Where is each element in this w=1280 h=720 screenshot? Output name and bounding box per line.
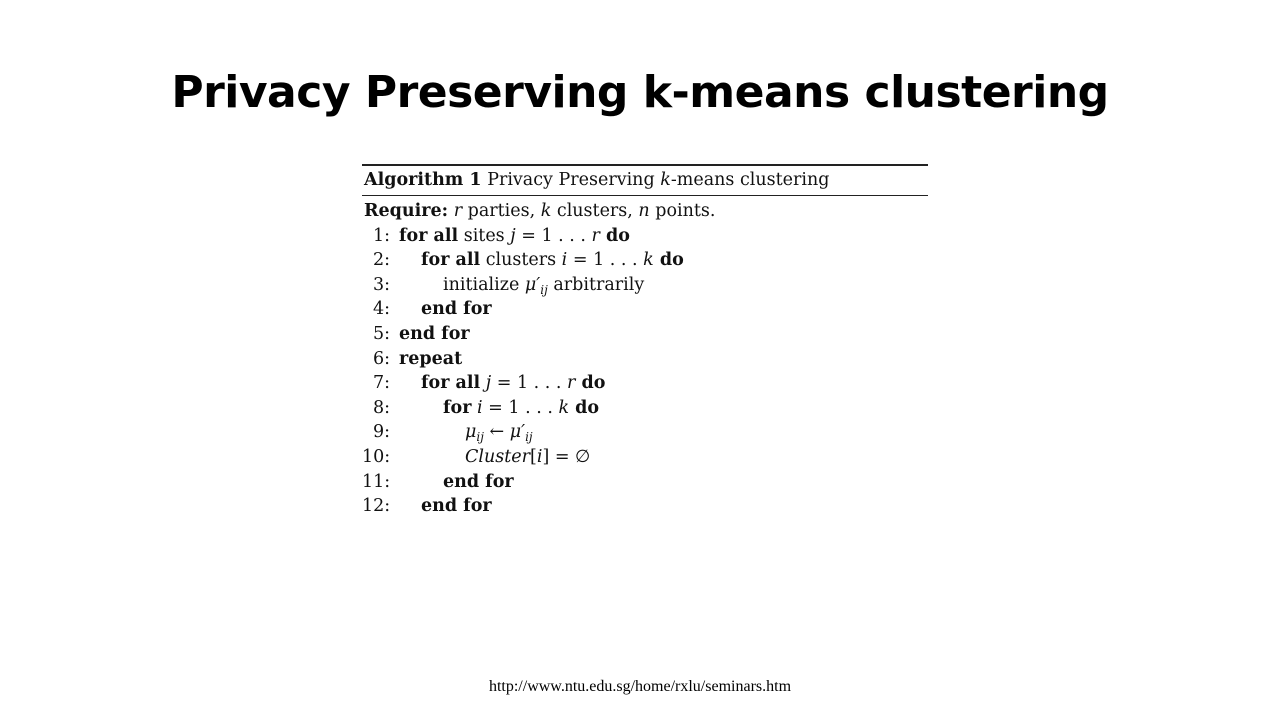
for-keyword: for all — [421, 250, 481, 271]
line-number: 12: — [362, 496, 391, 517]
algorithm-label: Algorithm 1 — [364, 170, 482, 190]
line-number: 10: — [362, 446, 391, 467]
math-cluster: Cluster — [465, 446, 530, 467]
end-for-keyword: end for — [421, 299, 492, 320]
code-text: = 1 . . . — [515, 225, 592, 246]
code-text: ] = ∅ — [542, 446, 591, 467]
do-keyword: do — [599, 225, 630, 246]
math-subscript: ij — [525, 430, 533, 445]
algorithm-line-11 — [362, 470, 928, 495]
line-number: 8: — [372, 397, 390, 418]
line-number: 4: — [372, 299, 390, 320]
for-keyword: for all — [421, 373, 481, 394]
caption-k: k — [660, 170, 671, 190]
algorithm-line-2 — [362, 248, 928, 273]
code-text: initialize — [443, 274, 525, 295]
repeat-keyword: repeat — [399, 348, 463, 369]
require-parties: parties, — [462, 201, 541, 221]
math-var: i — [477, 397, 483, 418]
line-number: 2: — [372, 250, 390, 271]
for-keyword: for all — [399, 225, 459, 246]
math-var: j — [485, 373, 492, 394]
algorithm-line-4 — [362, 297, 928, 322]
algorithm-body — [362, 196, 928, 519]
require-keyword: Require: — [364, 201, 449, 221]
line-number: 9: — [372, 422, 390, 443]
math-var: i — [561, 250, 568, 271]
require-line — [362, 199, 928, 224]
math-var: r — [591, 225, 600, 246]
algorithm-caption — [362, 166, 928, 195]
code-text: = 1 . . . — [482, 397, 559, 418]
require-n: n — [638, 201, 650, 221]
line-number: 11: — [362, 471, 391, 492]
algorithm-line-3 — [362, 273, 928, 298]
line-number: 3: — [372, 274, 390, 295]
slide-title: Privacy Preserving k-means clustering — [171, 67, 1109, 118]
end-for-keyword: end for — [399, 323, 470, 344]
do-keyword: do — [575, 373, 606, 394]
algorithm-line-7 — [362, 371, 928, 396]
code-text: sites — [458, 225, 511, 246]
assign-arrow: ← — [483, 422, 510, 443]
do-keyword: do — [569, 397, 600, 418]
algorithm-line-12 — [362, 494, 928, 519]
math-subscript: ij — [476, 430, 484, 445]
algorithm-box — [362, 164, 928, 519]
caption-text-after: -means clustering — [670, 170, 830, 190]
code-text: [ — [530, 446, 537, 467]
algorithm-line-6 — [362, 347, 928, 372]
math-mu-prime: μ′ — [524, 274, 541, 295]
line-number: 6: — [372, 348, 390, 369]
line-number: 1: — [372, 225, 390, 246]
math-var: i — [536, 446, 543, 467]
for-keyword: for — [443, 397, 472, 418]
require-points: points. — [649, 201, 716, 221]
line-number: 7: — [372, 373, 390, 394]
algorithm-line-1 — [362, 224, 928, 249]
algorithm-line-10 — [362, 445, 928, 470]
math-var: j — [510, 225, 516, 246]
line-number: 5: — [372, 323, 390, 344]
end-for-keyword: end for — [421, 496, 492, 517]
algorithm-line-9 — [362, 420, 928, 445]
do-keyword: do — [653, 250, 684, 271]
math-var: r — [567, 373, 576, 394]
code-text: arbitrarily — [547, 274, 645, 295]
math-var: k — [643, 250, 654, 271]
require-clusters: clusters, — [551, 201, 639, 221]
algorithm-line-8 — [362, 396, 928, 421]
algorithm-line-5 — [362, 322, 928, 347]
math-mu: μ — [465, 422, 477, 443]
math-var: k — [558, 397, 570, 418]
caption-text-before: Privacy Preserving — [487, 170, 661, 190]
code-text: clusters — [480, 250, 562, 271]
require-r: r — [453, 201, 463, 221]
code-text: = 1 . . . — [567, 250, 644, 271]
end-for-keyword: end for — [443, 471, 514, 492]
math-subscript: ij — [540, 282, 548, 297]
math-mu-prime: μ′ — [509, 422, 526, 443]
require-k: k — [540, 201, 552, 221]
code-text: = 1 . . . — [491, 373, 568, 394]
source-citation: http://www.ntu.edu.sg/home/rxlu/seminars.htm — [488, 678, 792, 695]
